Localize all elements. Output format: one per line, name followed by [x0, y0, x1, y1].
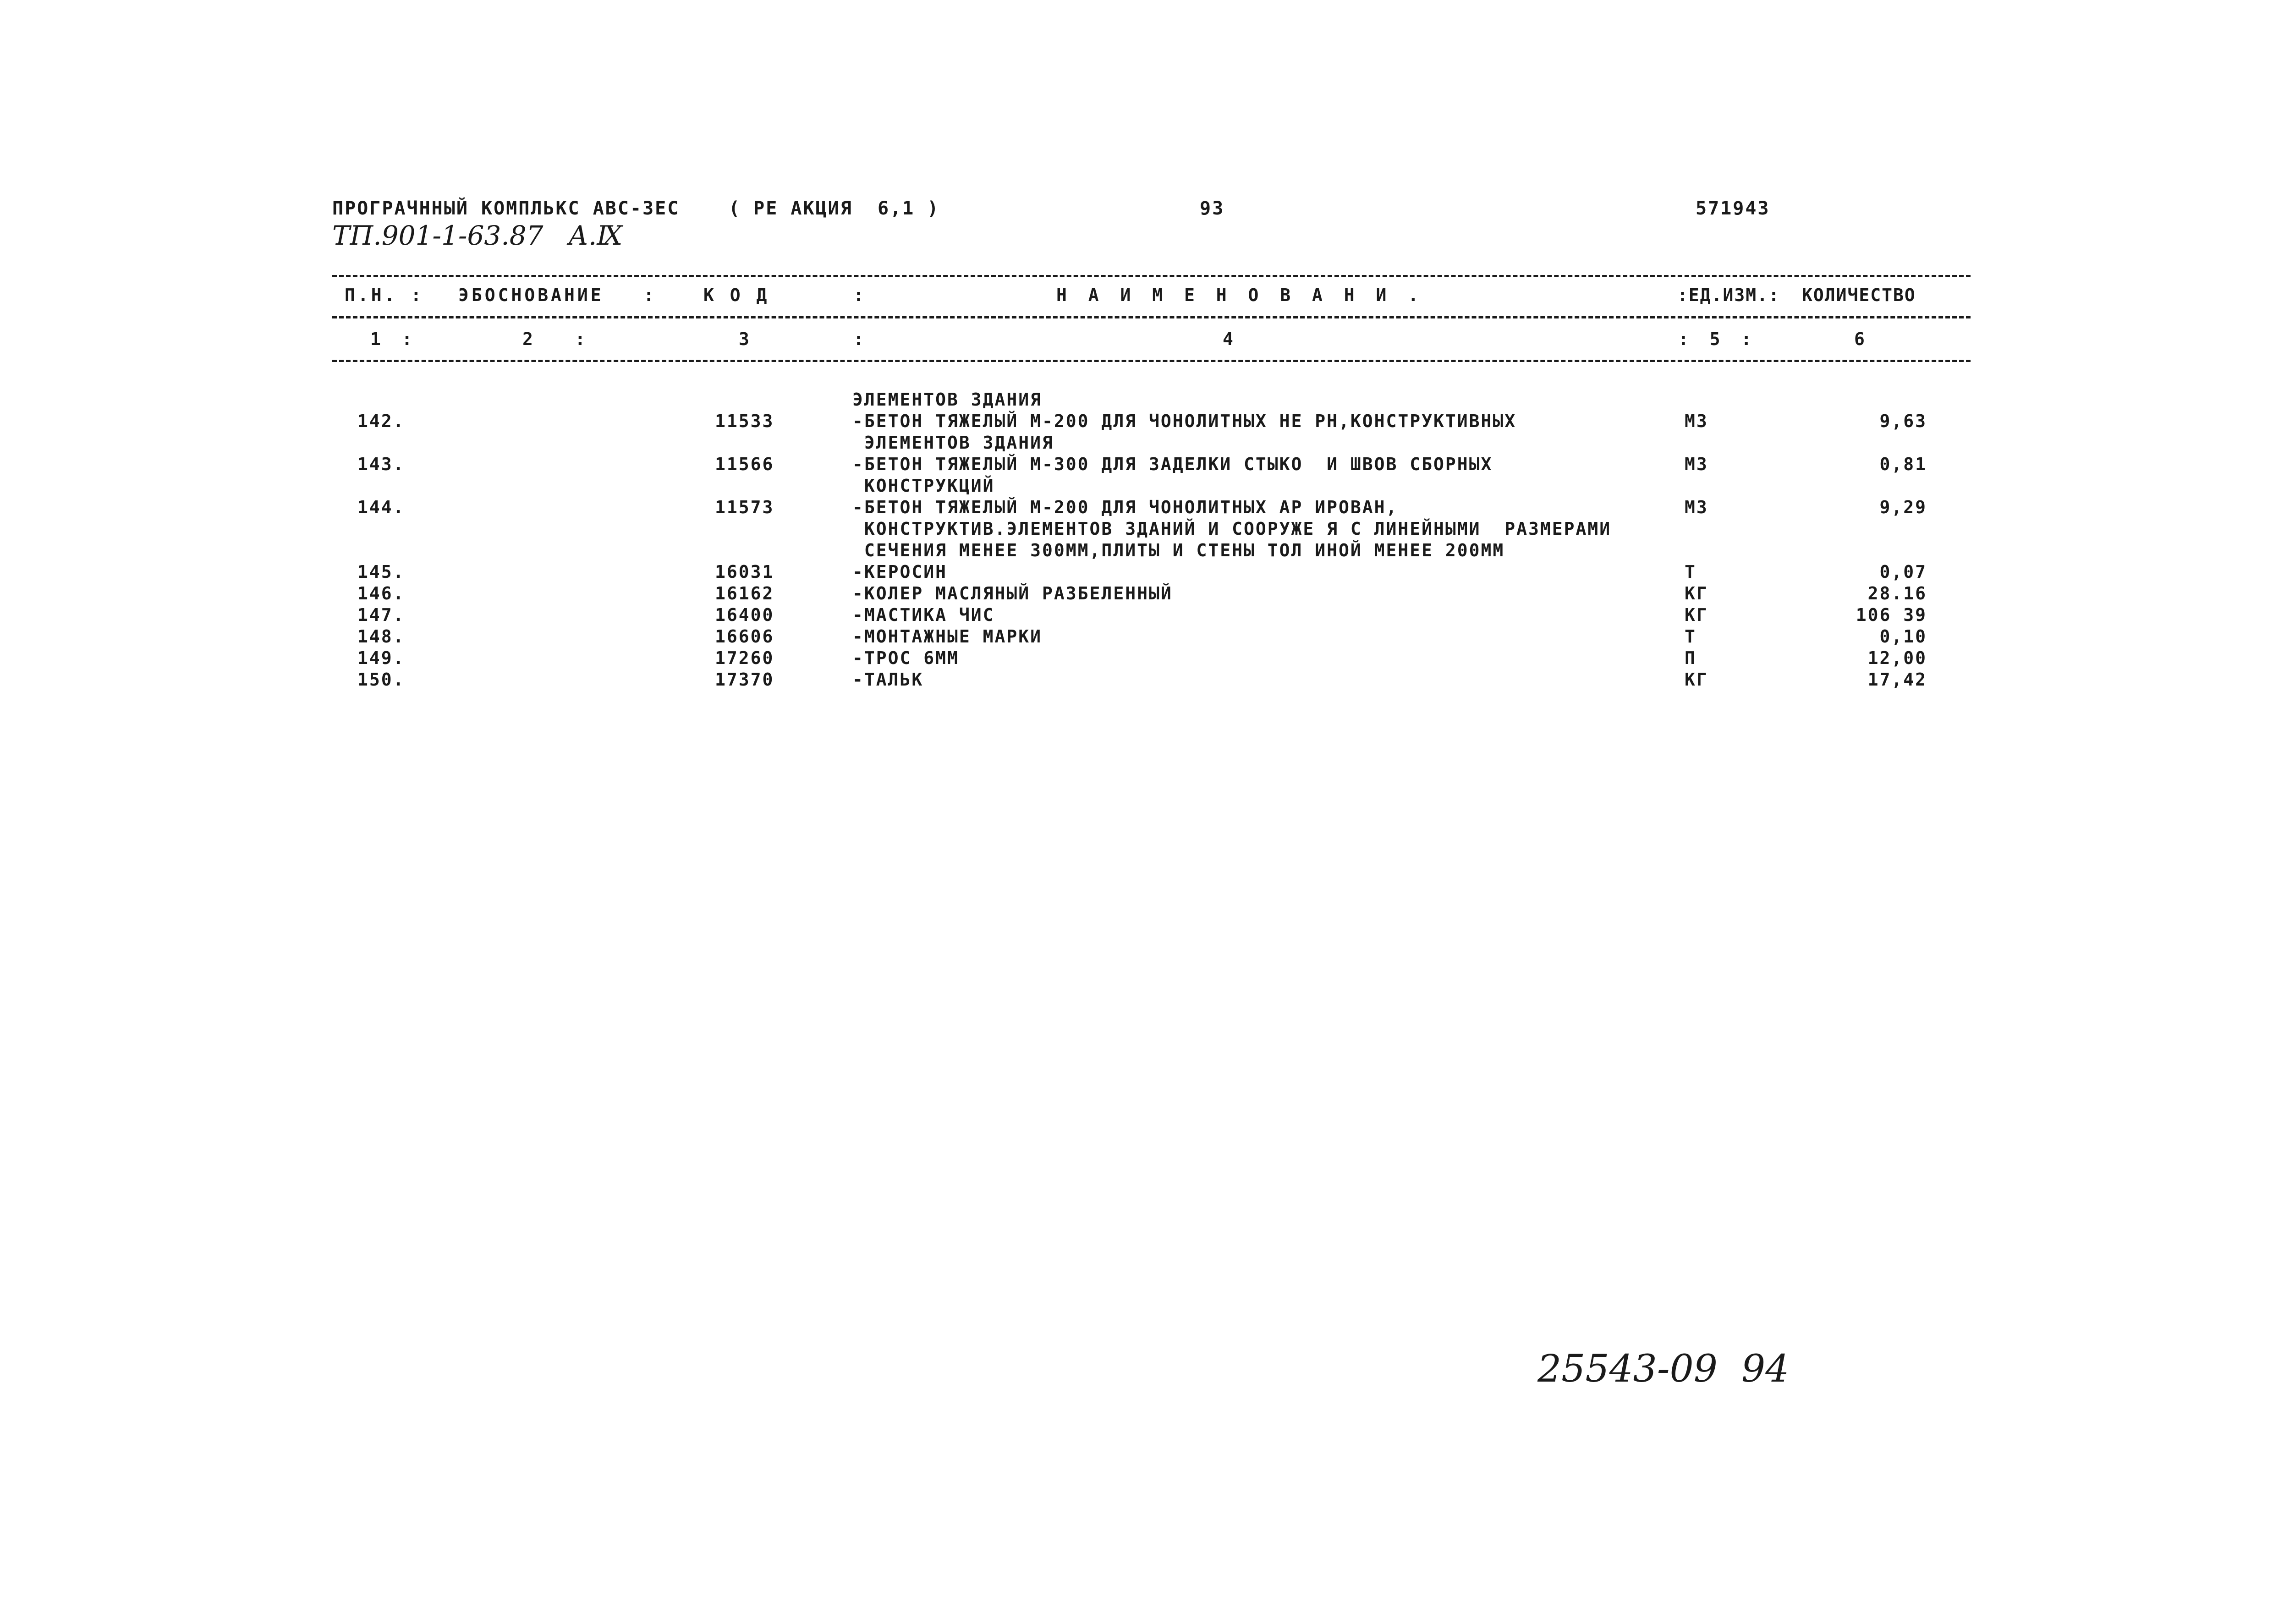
inventory-number: 25543-09	[1537, 1347, 1718, 1391]
row-name: ЭЛЕМЕНТОВ ЗДАНИЯ	[852, 390, 1043, 410]
row-unit: М3	[1685, 497, 1708, 517]
row-unit: Т	[1685, 626, 1697, 647]
page-number: 93	[1200, 198, 1225, 219]
column-number-4: 4	[1223, 329, 1233, 349]
row-name: -МАСТИКА ЧИС	[852, 605, 995, 625]
column-header-quantity: КОЛИЧЕСТВО	[1802, 285, 1916, 305]
row-name: -БЕТОН ТЯЖЕЛЫЙ М-200 ДЛЯ ЧОНОЛИТНЫХ НЕ РН,КОНСТРУКТИВНЫХ	[852, 411, 1517, 431]
row-quantity: 17,42	[1867, 669, 1927, 690]
row-number: 145.	[357, 562, 405, 582]
row-name: -БЕТОН ТЯЖЕЛЫЙ М-200 ДЛЯ ЧОНОЛИТНЫХ АР ИРОВАН,	[852, 497, 1398, 517]
row-name: -БЕТОН ТЯЖЕЛЫЙ М-300 ДЛЯ ЗАДЕЛКИ СТЫКО И ШВОВ СБОРНЫХ	[852, 454, 1493, 474]
row-name: КОНСТРУКТИВ.ЭЛЕМЕНТОВ ЗДАНИЙ И СООРУЖЕ Я С ЛИНЕЙНЫМИ РАЗМЕРАМИ	[852, 519, 1612, 539]
row-quantity: 0,81	[1879, 454, 1927, 474]
row-unit: Т	[1685, 562, 1697, 582]
column-header-row-number: П.Н. :	[345, 285, 424, 305]
row-code: 11533	[715, 411, 774, 431]
column-number-2: 2 :	[522, 329, 586, 349]
program-title: ПРОГРАЧННЫЙ КОМПЛЬКС АВС-ЗЕС	[332, 198, 680, 219]
table-header-rule	[332, 316, 1971, 318]
row-code: 16031	[715, 562, 774, 582]
row-name: -КЕРОСИН	[852, 562, 948, 582]
row-code: 16606	[715, 626, 774, 647]
row-code: 11573	[715, 497, 774, 517]
row-unit: КГ	[1685, 583, 1708, 604]
row-quantity: 106 39	[1856, 605, 1927, 625]
column-header-code: К О Д	[703, 285, 770, 305]
column-header-separator: :	[853, 285, 867, 305]
row-unit: М3	[1685, 411, 1708, 431]
row-quantity: 0,07	[1879, 562, 1927, 582]
column-header-unit: :ЕД.ИЗМ.:	[1677, 285, 1780, 305]
row-unit: П	[1685, 648, 1697, 668]
column-header-justification: ЭБОСНОВАНИЕ :	[458, 285, 657, 305]
row-quantity: 9,29	[1879, 497, 1927, 517]
column-number-separator: :	[853, 329, 864, 349]
row-unit: М3	[1685, 454, 1708, 474]
row-code: 17260	[715, 648, 774, 668]
column-number-5: : 5 :	[1678, 329, 1752, 349]
row-name: КОНСТРУКЦИЙ	[852, 476, 995, 496]
row-number: 146.	[357, 583, 405, 604]
row-code: 16162	[715, 583, 774, 604]
row-unit: КГ	[1685, 669, 1708, 690]
row-quantity: 28.16	[1867, 583, 1927, 604]
document-code: 571943	[1696, 198, 1770, 219]
row-quantity: 9,63	[1879, 411, 1927, 431]
row-name: -МОНТАЖНЫЕ МАРКИ	[852, 626, 1043, 647]
row-name: ЭЛЕМЕНТОВ ЗДАНИЯ	[852, 433, 1054, 453]
row-number: 143.	[357, 454, 405, 474]
row-number: 144.	[357, 497, 405, 517]
row-number: 147.	[357, 605, 405, 625]
row-code: 17370	[715, 669, 774, 690]
row-quantity: 0,10	[1879, 626, 1927, 647]
row-number: 150.	[357, 669, 405, 690]
column-number-3: 3	[739, 329, 749, 349]
table-top-rule	[332, 275, 1971, 277]
row-name: -ТРОС 6ММ	[852, 648, 959, 668]
column-header-name: Н А И М Е Н О В А Н И .	[1056, 285, 1424, 305]
row-name: -ТАЛЬК	[852, 669, 924, 690]
row-number: 149.	[357, 648, 405, 668]
row-number: 148.	[357, 626, 405, 647]
album-number: А.Ⅸ	[568, 220, 623, 251]
project-number: ТП.901-1-63.87	[332, 220, 544, 251]
row-unit: КГ	[1685, 605, 1708, 625]
table-numbers-rule	[332, 360, 1971, 362]
row-number: 142.	[357, 411, 405, 431]
row-quantity: 12,00	[1867, 648, 1927, 668]
column-number-6: 6	[1854, 329, 1865, 349]
column-number-1: 1 :	[370, 329, 412, 349]
row-code: 16400	[715, 605, 774, 625]
row-name: -КОЛЕР МАСЛЯНЫЙ РАЗБЕЛЕННЫЙ	[852, 583, 1173, 604]
row-name: СЕЧЕНИЯ МЕНЕЕ 300ММ,ПЛИТЫ И СТЕНЫ ТОЛ ИНОЙ МЕНЕЕ 200ММ	[852, 540, 1505, 560]
edition-label: ( РЕ АКЦИЯ 6,1 )	[729, 198, 940, 219]
row-code: 11566	[715, 454, 774, 474]
sheet-number: 94	[1741, 1347, 1790, 1391]
